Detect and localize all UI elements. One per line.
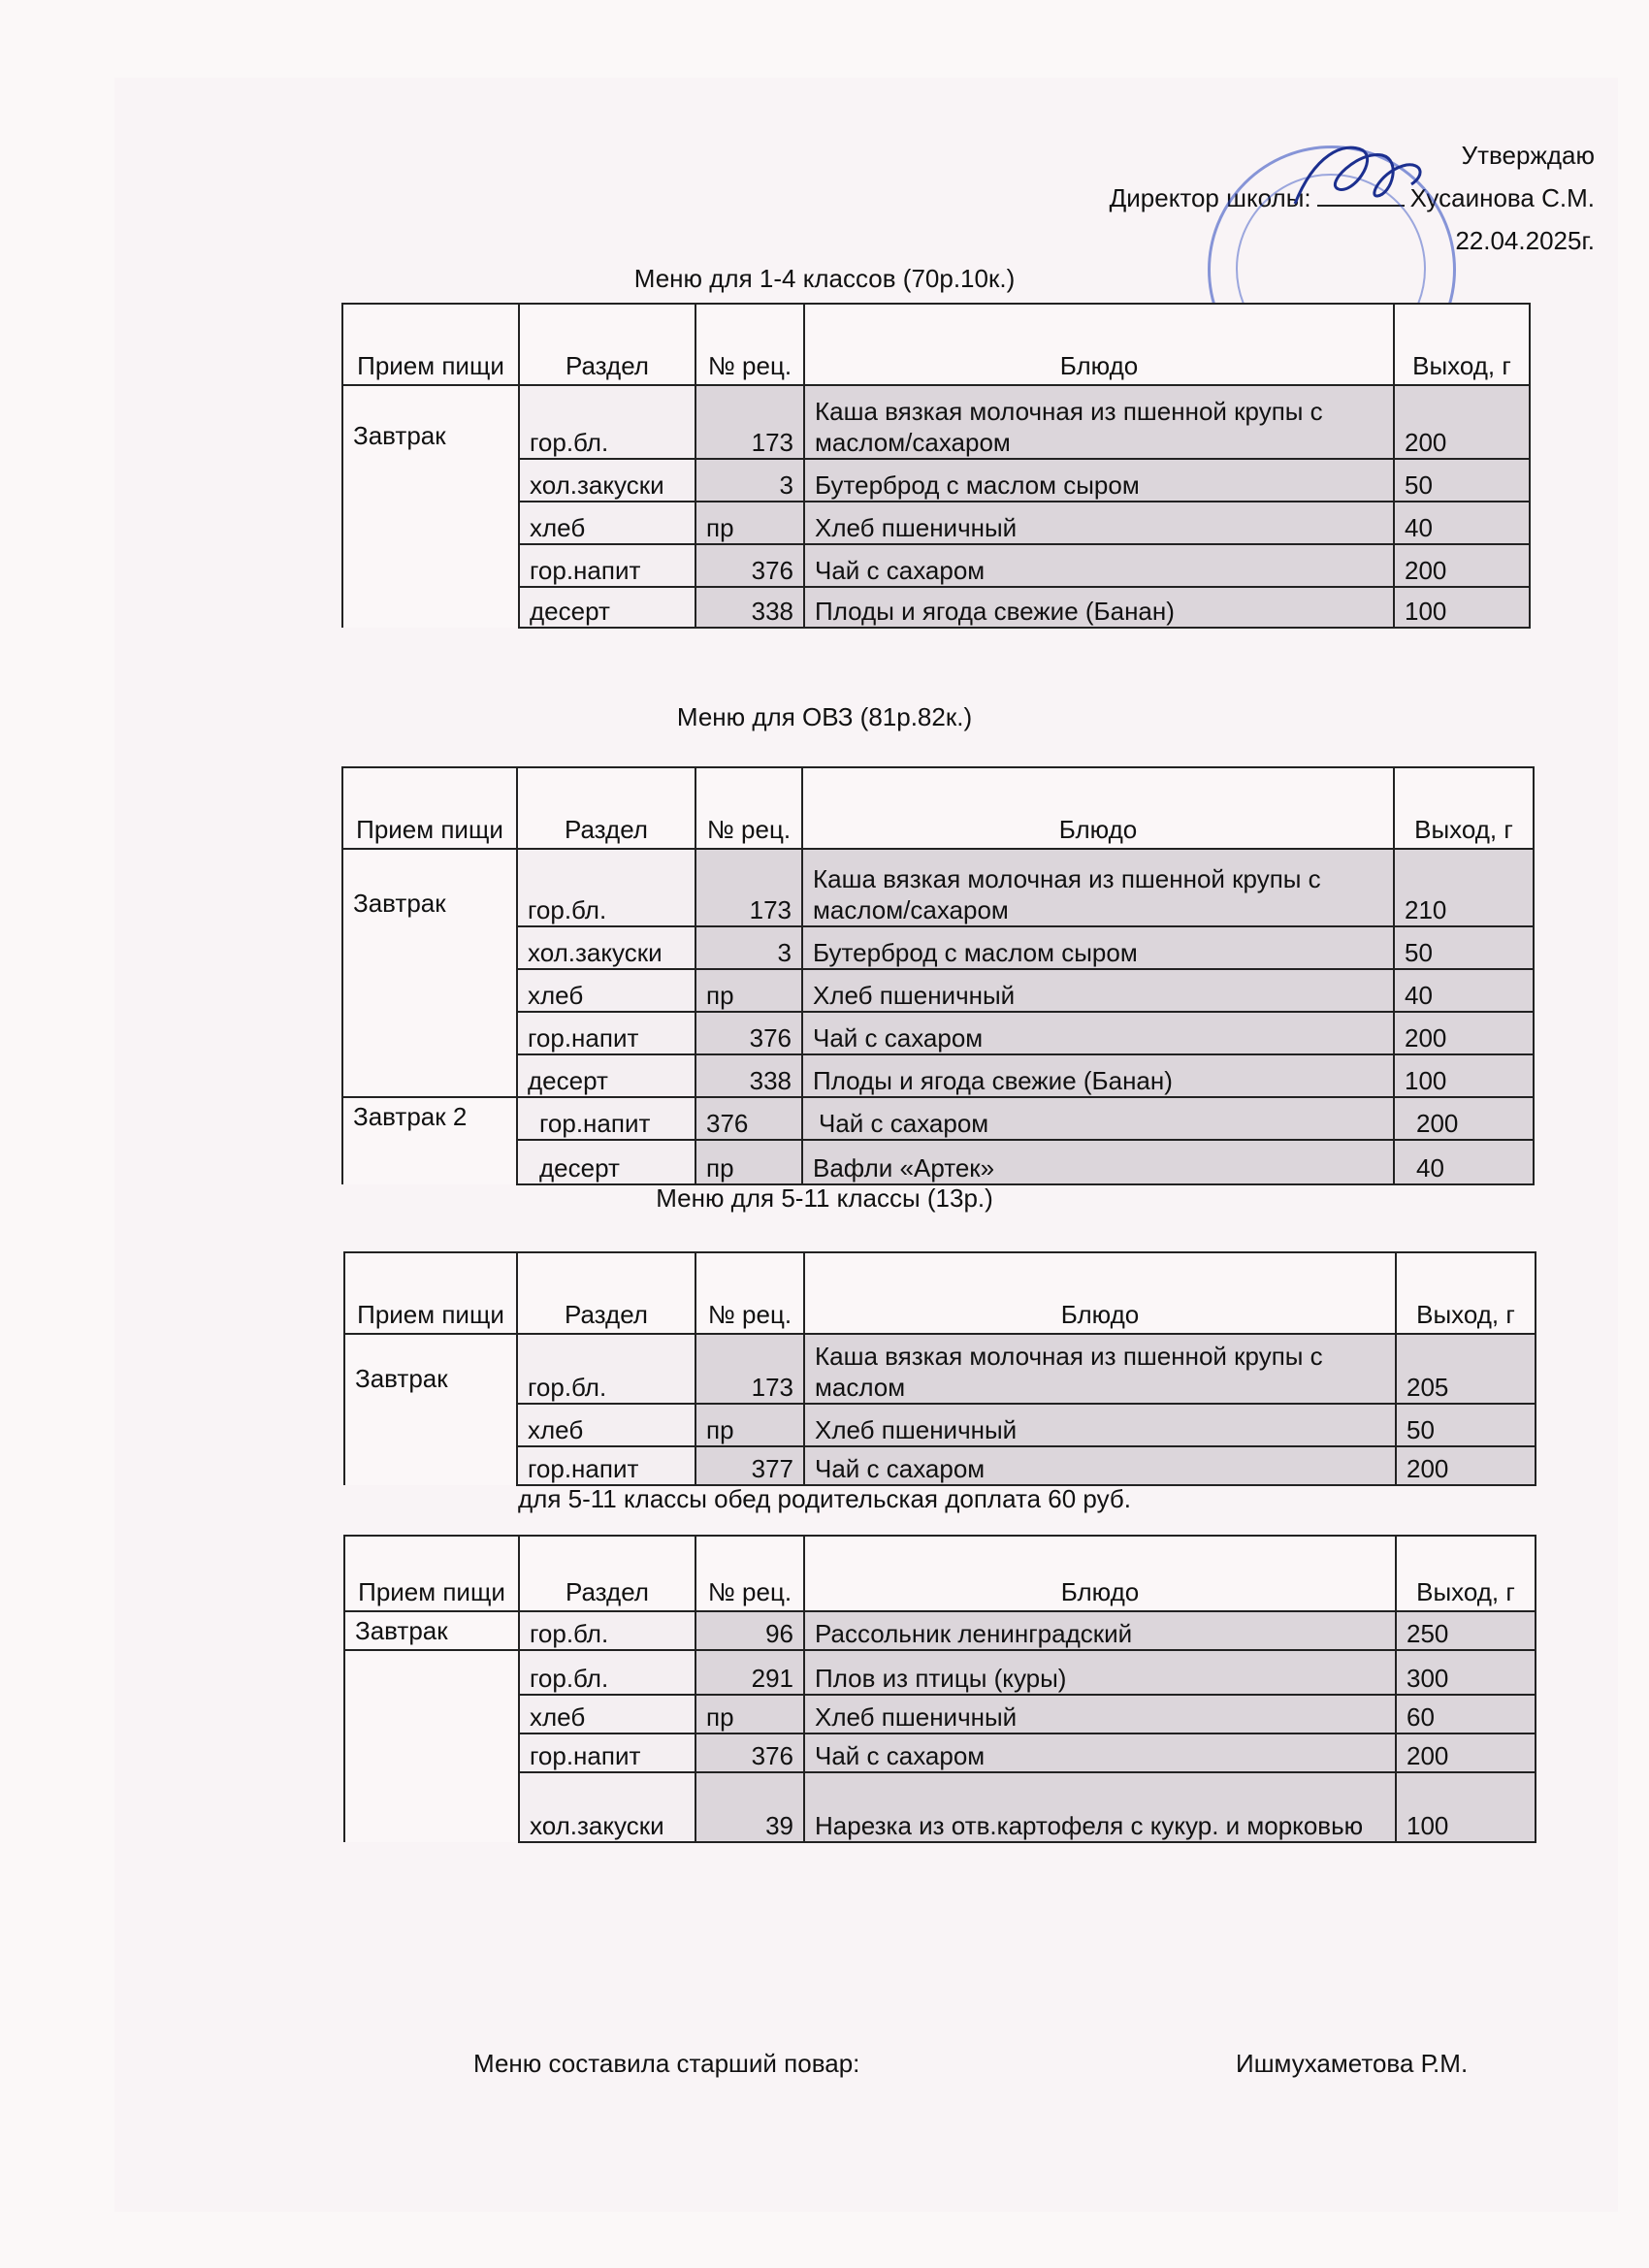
menu4-title: для 5-11 классы обед родительская доплата 60 руб. <box>518 1484 1131 1513</box>
menu2-header-row <box>342 767 1534 849</box>
recipe-cell: 376 <box>695 544 804 587</box>
dish-cell: Нарезка из отв.картофеля с кукур. и морковью <box>804 1772 1396 1842</box>
output-cell: 40 <box>1394 1140 1534 1184</box>
dish-cell: Каша вязкая молочная из пшенной крупы с маслом/сахаром <box>802 849 1394 926</box>
table-row <box>342 926 1534 969</box>
table-row <box>342 385 1530 459</box>
output-cell: 50 <box>1394 459 1530 502</box>
menu4-table <box>343 1535 1536 1843</box>
director-name: Хусаинова С.М. <box>1409 183 1595 212</box>
header-output: Выход, г <box>1396 1252 1536 1334</box>
section-cell: гор.напит <box>517 1446 695 1485</box>
output-cell: 200 <box>1394 1012 1534 1054</box>
section-cell: гор.напит <box>519 1733 695 1772</box>
header-recipe: № рец. <box>695 304 804 385</box>
output-cell: 40 <box>1394 502 1530 544</box>
section-cell: хол.закуски <box>519 1772 695 1842</box>
table-row <box>342 1054 1534 1097</box>
output-cell: 100 <box>1394 1054 1534 1097</box>
recipe-cell: 173 <box>695 385 804 459</box>
output-cell: 200 <box>1394 544 1530 587</box>
header-output: Выход, г <box>1394 767 1534 849</box>
output-cell: 60 <box>1396 1695 1536 1733</box>
menu3-header-row <box>344 1252 1536 1334</box>
dish-cell: Каша вязкая молочная из пшенной крупы с маслом <box>804 1334 1396 1404</box>
output-cell: 40 <box>1394 969 1534 1012</box>
section-cell: гор.бл. <box>519 385 695 459</box>
output-cell: 100 <box>1396 1772 1536 1842</box>
meal-name: Завтрак <box>342 849 517 1097</box>
dish-cell: Плоды и ягода свежие (Банан) <box>802 1054 1394 1097</box>
header-recipe: № рец. <box>695 1536 804 1611</box>
section-cell: хлеб <box>517 969 695 1012</box>
approval-date: 22.04.2025г. <box>1455 226 1595 255</box>
meal-name: Завтрак <box>344 1611 519 1650</box>
table-row <box>342 969 1534 1012</box>
recipe-cell: пр <box>695 969 802 1012</box>
dish-cell: Чай с сахаром <box>804 544 1394 587</box>
dish-cell: Плоды и ягода свежие (Банан) <box>804 587 1394 628</box>
table-row <box>342 849 1534 926</box>
header-output: Выход, г <box>1396 1536 1536 1611</box>
header-dish: Блюдо <box>802 767 1394 849</box>
menu3-table <box>343 1251 1536 1486</box>
table-row <box>344 1650 1536 1695</box>
recipe-cell: 3 <box>695 459 804 502</box>
section-cell: хол.закуски <box>519 459 695 502</box>
footer-name: Ишмухаметова Р.М. <box>1236 2049 1469 2078</box>
section-cell: хлеб <box>519 1695 695 1733</box>
section-cell: десерт <box>517 1140 695 1184</box>
dish-cell: Хлеб пшеничный <box>804 502 1394 544</box>
section-cell: гор.напит <box>517 1012 695 1054</box>
header-dish: Блюдо <box>804 1252 1396 1334</box>
header-meal: Прием пищи <box>344 1536 519 1611</box>
table-row <box>344 1772 1536 1842</box>
output-cell: 100 <box>1394 587 1530 628</box>
section-cell: гор.напит <box>519 544 695 587</box>
approve-label: Утверждаю <box>1461 141 1595 170</box>
output-cell: 205 <box>1396 1334 1536 1404</box>
meal-name: Завтрак <box>344 1334 517 1485</box>
output-cell: 200 <box>1396 1733 1536 1772</box>
recipe-cell: 376 <box>695 1733 804 1772</box>
header-meal: Прием пищи <box>344 1252 517 1334</box>
recipe-cell: пр <box>695 1140 802 1184</box>
recipe-cell: 376 <box>695 1012 802 1054</box>
dish-cell: Хлеб пшеничный <box>804 1404 1396 1446</box>
dish-cell: Чай с сахаром <box>804 1733 1396 1772</box>
output-cell: 250 <box>1396 1611 1536 1650</box>
recipe-cell: 376 <box>695 1097 802 1140</box>
meal-empty-cell <box>344 1650 519 1842</box>
header-output: Выход, г <box>1394 304 1530 385</box>
dish-cell: Чай с сахаром <box>802 1012 1394 1054</box>
table-row <box>344 1733 1536 1772</box>
recipe-cell: 96 <box>695 1611 804 1650</box>
dish-cell: Плов из птицы (куры) <box>804 1650 1396 1695</box>
header-section: Раздел <box>517 767 695 849</box>
section-cell: гор.бл. <box>517 1334 695 1404</box>
dish-cell: Бутерброд с маслом сыром <box>802 926 1394 969</box>
meal-name: Завтрак <box>342 385 519 628</box>
table-row <box>342 587 1530 628</box>
meal-name-2: Завтрак 2 <box>342 1097 517 1184</box>
director-signature <box>1285 136 1431 223</box>
output-cell: 200 <box>1396 1446 1536 1485</box>
header-meal: Прием пищи <box>342 767 517 849</box>
header-recipe: № рец. <box>695 767 802 849</box>
header-dish: Блюдо <box>804 1536 1396 1611</box>
header-dish: Блюдо <box>804 304 1394 385</box>
table-row <box>344 1446 1536 1485</box>
recipe-cell: 39 <box>695 1772 804 1842</box>
table-row <box>342 1012 1534 1054</box>
section-cell: хол.закуски <box>517 926 695 969</box>
footer-label: Меню составила старший повар: <box>473 2049 860 2078</box>
dish-cell: Рассольник ленинградский <box>804 1611 1396 1650</box>
output-cell: 200 <box>1394 1097 1534 1140</box>
recipe-cell: 3 <box>695 926 802 969</box>
menu1-title: Меню для 1-4 классов (70р.10к.) <box>633 264 1016 293</box>
dish-cell: Хлеб пшеничный <box>802 969 1394 1012</box>
dish-cell: Бутерброд с маслом сыром <box>804 459 1394 502</box>
table-row <box>342 502 1530 544</box>
section-cell: гор.бл. <box>519 1650 695 1695</box>
table-row <box>342 459 1530 502</box>
header-section: Раздел <box>519 304 695 385</box>
section-cell: хлеб <box>517 1404 695 1446</box>
table-row <box>342 1140 1534 1184</box>
menu2-title: Меню для ОВЗ (81р.82к.) <box>676 702 973 731</box>
header-meal: Прием пищи <box>342 304 519 385</box>
output-cell: 210 <box>1394 849 1534 926</box>
section-cell: гор.бл. <box>517 849 695 926</box>
header-section: Раздел <box>519 1536 695 1611</box>
header-recipe: № рец. <box>695 1252 804 1334</box>
output-cell: 50 <box>1394 926 1534 969</box>
dish-cell: Чай с сахаром <box>802 1097 1394 1140</box>
recipe-cell: пр <box>695 1404 804 1446</box>
table-row <box>344 1404 1536 1446</box>
recipe-cell: 173 <box>695 1334 804 1404</box>
dish-cell: Чай с сахаром <box>804 1446 1396 1485</box>
dish-cell: Хлеб пшеничный <box>804 1695 1396 1733</box>
recipe-cell: 338 <box>695 1054 802 1097</box>
section-cell: гор.бл. <box>519 1611 695 1650</box>
recipe-cell: пр <box>695 1695 804 1733</box>
section-cell: десерт <box>519 587 695 628</box>
recipe-cell: 173 <box>695 849 802 926</box>
menu2-table <box>341 766 1535 1185</box>
dish-cell: Вафли «Артек» <box>802 1140 1394 1184</box>
output-cell: 200 <box>1394 385 1530 459</box>
menu4-header-row <box>344 1536 1536 1611</box>
table-row <box>342 544 1530 587</box>
header-section: Раздел <box>517 1252 695 1334</box>
output-cell: 50 <box>1396 1404 1536 1446</box>
recipe-cell: 377 <box>695 1446 804 1485</box>
dish-cell: Каша вязкая молочная из пшенной крупы с маслом/сахаром <box>804 385 1394 459</box>
director-label: Директор школы: <box>1109 183 1311 212</box>
table-row <box>344 1334 1536 1404</box>
table-row <box>344 1611 1536 1650</box>
recipe-cell: 338 <box>695 587 804 628</box>
table-row <box>344 1695 1536 1733</box>
recipe-cell: 291 <box>695 1650 804 1695</box>
section-cell: гор.напит <box>517 1097 695 1140</box>
menu1-header-row <box>342 304 1530 385</box>
section-cell: хлеб <box>519 502 695 544</box>
table-row <box>342 1097 1534 1140</box>
menu1-table <box>341 303 1531 629</box>
menu3-title: Меню для 5-11 классы (13р.) <box>656 1183 993 1213</box>
section-cell: десерт <box>517 1054 695 1097</box>
recipe-cell: пр <box>695 502 804 544</box>
output-cell: 300 <box>1396 1650 1536 1695</box>
